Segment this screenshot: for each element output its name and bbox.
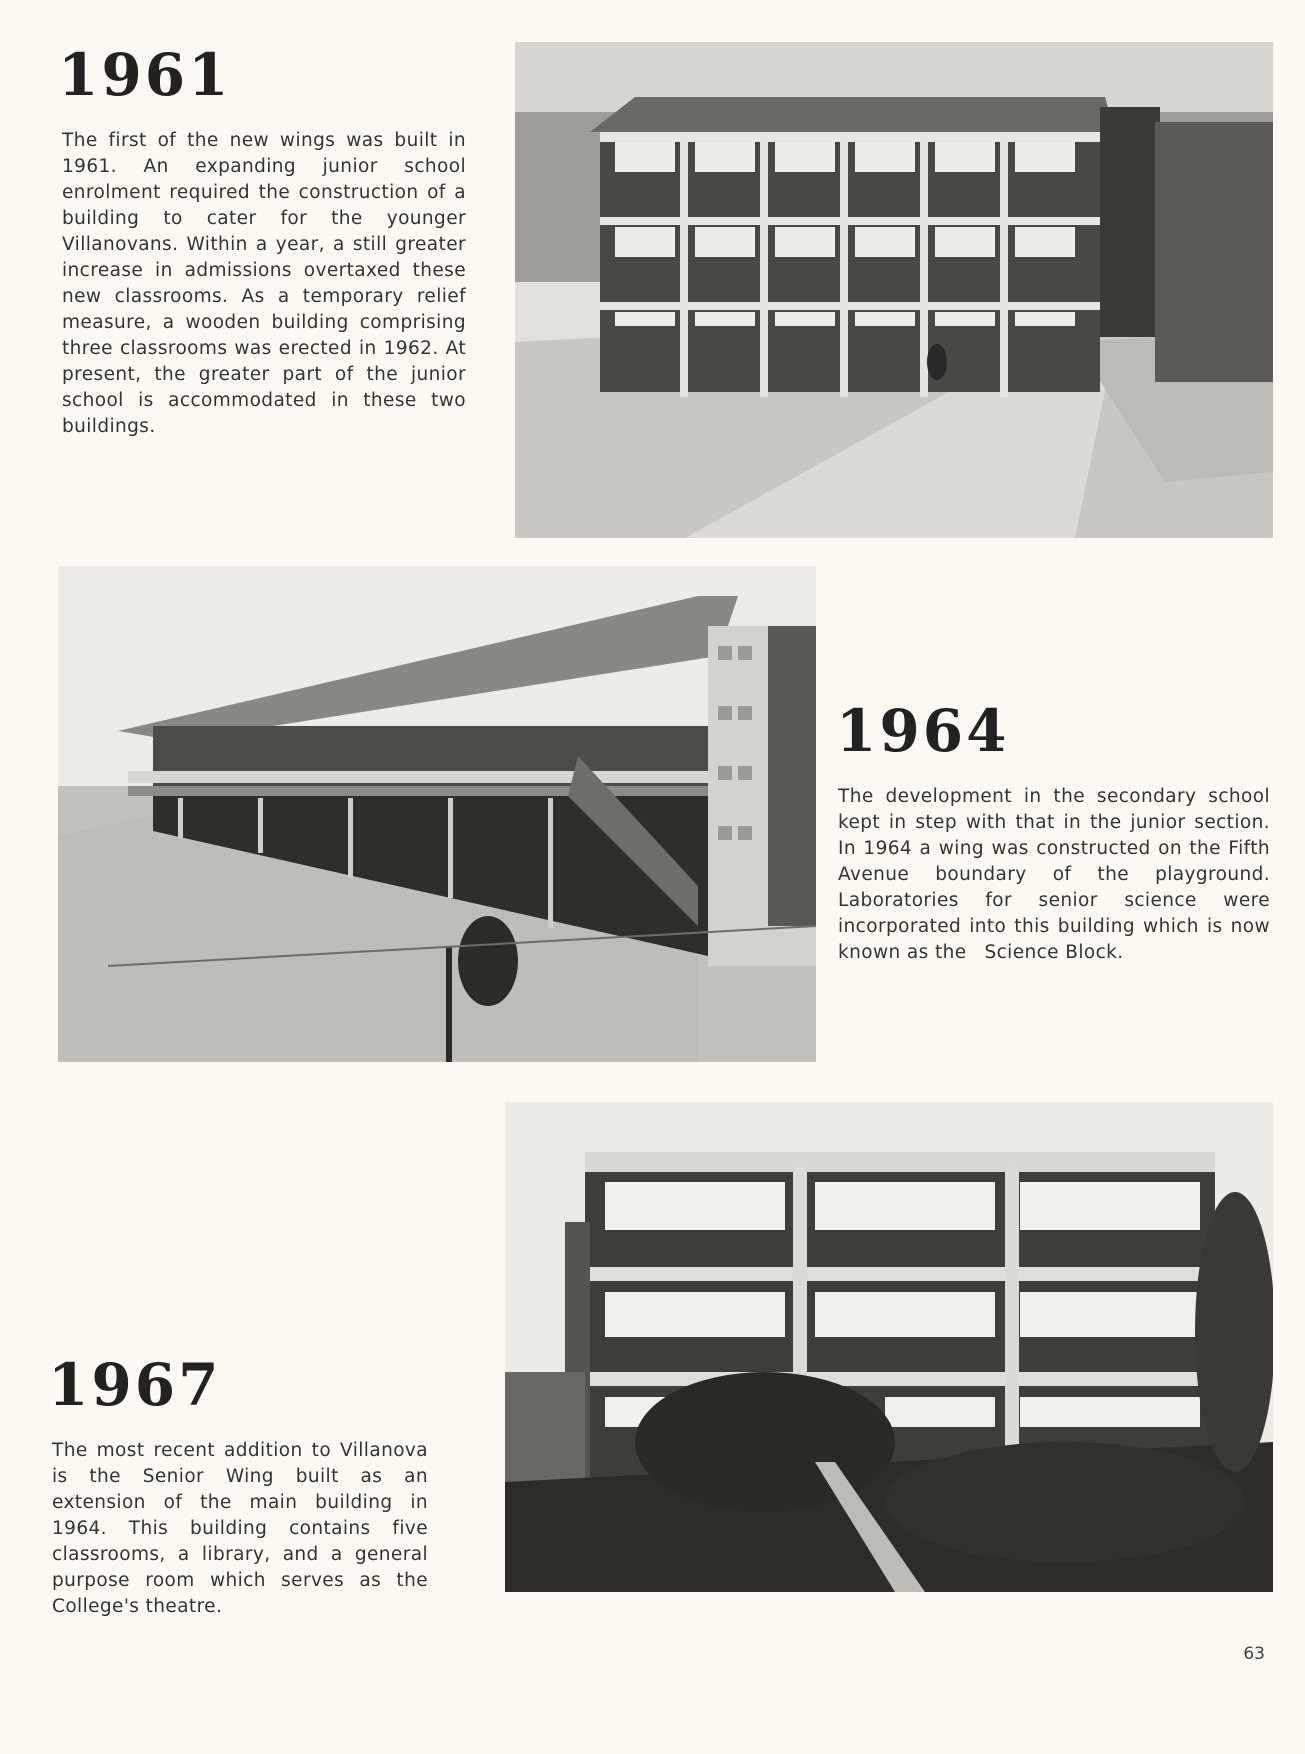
year-heading-1967: 1967: [48, 1351, 222, 1419]
page-number: 63: [1243, 1644, 1265, 1664]
paragraph-1964-body: The development in the secondary school kept in step with that in the junior section. In 1964 a wing was constructed on the Fifth Avenue boundary of the playground. Laboratories for senior science were incorporated into this building which is now known as the: [838, 786, 1270, 963]
year-heading-1964: 1964: [836, 697, 1010, 765]
photo-science-block: [58, 566, 816, 1062]
year-heading-1961: 1961: [58, 41, 232, 109]
paragraph-1964-last-line: Science Block.: [984, 942, 1124, 963]
paragraph-1961: The first of the new wings was built in 1961. An expanding junior school enrolment required the construction of a building to cater for the younger Villanovans. Within a year, a still greater increase in admissions overtaxed these new classrooms. As a temporary relief measure, a wooden building comprising three classrooms was erected in 1962. At present, the greater part of the junior school is accommodated in these two buildings.: [62, 130, 466, 437]
paragraph-1964: [838, 784, 1270, 966]
paragraph-1967: The most recent addition to Villanova is the Senior Wing built as an extension of the main building in 1964. This building contains five classrooms, a library, and a general purpose room which serves as the College's theatre.: [52, 1440, 428, 1617]
photo-senior-wing: [505, 1102, 1273, 1592]
photo-junior-school-wing: [515, 42, 1273, 538]
